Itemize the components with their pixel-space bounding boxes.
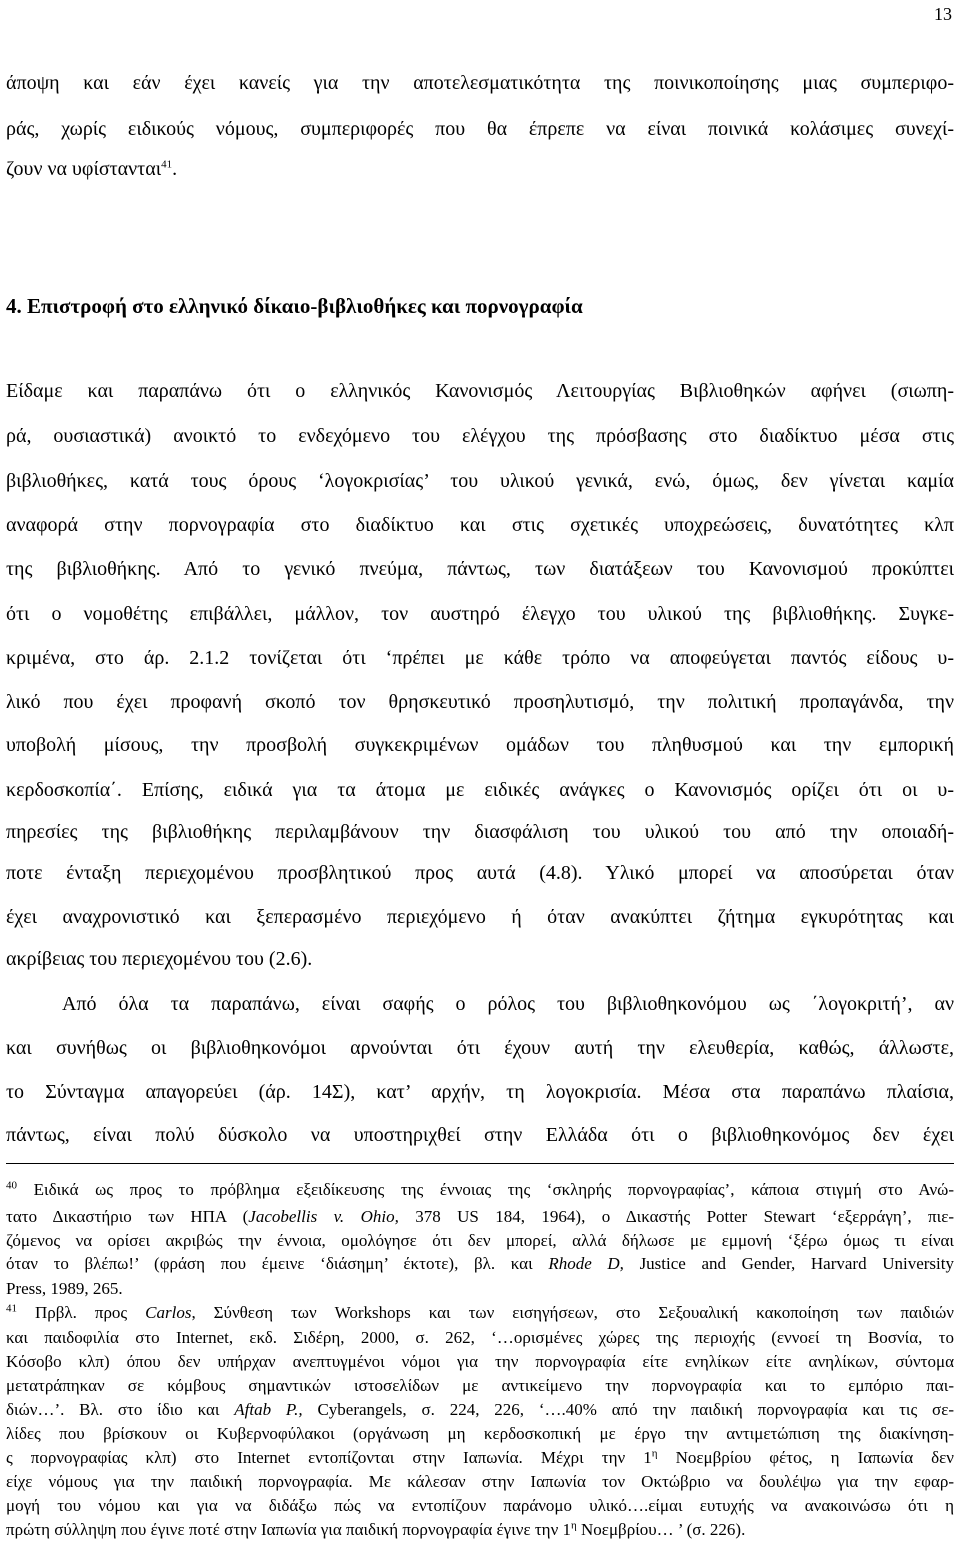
footnote-line (6, 1448, 954, 1468)
text-line: ποτε ένταξη περιεχομένου προσβλητικού προς αυτά (4.8). Υλικό μπορεί να αποσύρεται όταν (6, 862, 954, 884)
footnote-line: και παιδοφιλία στο Internet, εκδ. Σιδέρη, 2000, σ. 262, ‘…ορισμένες χώρες της περιοχής (εννοεί τη Βοσνία, το (6, 1328, 954, 1347)
case-citation: Jacobellis v. Ohio, (248, 1207, 399, 1226)
text-span: όταν το βλέπω!’ (φράση που έμεινε ‘διάσημη’ έκτοτε), βλ. και (6, 1254, 549, 1273)
superscript: η (571, 1519, 577, 1532)
text-span: Πρβλ. προς (17, 1303, 146, 1322)
text-line: αναφορά στην πορνογραφία στο διαδίκτυο και στις σχετικές υποχρεώσεις, δυνατότητες κλπ (6, 514, 954, 536)
text-span: , Σύνθεση των Workshops και των εισηγήσεων, στο Σεξουαλική κακοποίηση των παιδιών (191, 1303, 954, 1322)
footnote-line (6, 1520, 954, 1540)
text-line: ακρίβειας του περιεχομένου του (2.6). (6, 948, 313, 970)
footnote-line: Κόσοβο κλπ) όπου δεν υπήρχαν ανεπτυγμένοι νόμοι για την πορνογραφία είτε ενηλίκων είτε ανηλίκων, σύντομα (6, 1352, 954, 1371)
text-line: ρά, ουσιαστικά) ανοικτό το ενδεχόμενο του ελέγχου της πρόσβασης στο διαδίκτυο μέσα στις (6, 425, 954, 447)
text-line: Από όλα τα παραπάνω, είναι σαφής ο ρόλος του βιβλιοθηκονόμου ως ΄λογοκριτή’, αν (62, 993, 954, 1015)
footnote-separator (6, 1163, 954, 1164)
text-span: Cyberangels, σ. 224, 226, ‘….40% από την παιδική πορνογραφία και τις σε- (302, 1400, 954, 1419)
footnote-number: 40 (6, 1179, 17, 1192)
footnote-line (6, 1303, 954, 1323)
text-line: άποψη και εάν έχει κανείς για την αποτελεσματικότητα της ποινικοποίησης μιας συμπεριφο- (6, 72, 954, 94)
footnote-number: 41 (6, 1302, 17, 1315)
footnote-line (6, 1400, 954, 1420)
footnote-line: ζόμενος να ορίσει ακριβώς την έννοια, ομολόγησε ότι δεν μπορεί, αλλά δήλωσε με εμμονή ‘ξέρω όμως τι είναι (6, 1231, 954, 1250)
text-line: και συνήθως οι βιβλιοθηκονόμοι αρνούνται ότι έχουν αυτή την ελευθερία, καθώς, άλλωστε, (6, 1037, 954, 1059)
page-number: 13 (934, 4, 952, 24)
author-name: Rhode D, (548, 1254, 624, 1273)
text-span: Νοεμβρίου φέτος, η Ιαπωνία δεν (657, 1448, 954, 1467)
author-name: Carlos (145, 1303, 192, 1322)
superscript: η (651, 1447, 658, 1460)
text-span: Justice and Gender, Harvard University (623, 1254, 954, 1273)
text-line: ράς, χωρίς ειδικούς νόμους, συμπεριφορές που θα έπρεπε να είναι ποινικά κολάσιμες συνεχί- (6, 118, 954, 140)
text-span: Ειδικά ως προς το πρόβλημα εξειδίκευσης της έννοιας της ‘σκληρής πορνογραφίας’, κάποια στιγμή στο Ανώ- (33, 1180, 954, 1199)
footnote-line: Press, 1989, 265. (6, 1279, 123, 1298)
footnote-line (6, 1180, 954, 1200)
text-span: 378 US 184, 1964), ο Δικαστής Potter Stewart ‘εξερράγη’, πιε- (398, 1207, 954, 1226)
text-span: ς πορνογραφίας κλπ) στο Internet εντοπίζονται στην Ιαπωνία. Μέχρι την 1 (6, 1448, 652, 1467)
text-line: βιβλιοθήκες, κατά τους όρους ‘λογοκρισίας’ του υλικού γενικά, ενώ, όμως, δεν γίνεται καμία (6, 470, 954, 492)
text-line: κερδοσκοπία΄. Επίσης, ειδικά για τα άτομα με ειδικές ανάγκες ο Κανονισμός ορίζει ότι οι υ- (6, 779, 954, 801)
footnote-line: μετατράπηκαν σε κόμβους σημαντικών ιστοσελίδων με αντικείμενο την πορνογραφία και το εμπόριο παι- (6, 1376, 954, 1395)
footnote-line (6, 1207, 954, 1227)
text-line: έχει αναχρονιστικό και ξεπερασμένο περιεχόμενο ή όταν ανακύπτει ζήτημα εγκυρότητας και (6, 906, 954, 928)
text-line (6, 158, 954, 181)
text-line: λικό που έχει προφανή σκοπό τον θρησκευτικό προσηλυτισμό, την πολιτική προπαγάνδα, την (6, 691, 954, 713)
section-heading: 4. Επιστροφή στο ελληνικό δίκαιο-βιβλιοθήκες και πορνογραφία (6, 294, 583, 318)
text-span: τατο Δικαστήριο των ΗΠΑ ( (6, 1207, 249, 1226)
text-line: της βιβλιοθήκης. Από το γενικό πνεύμα, πάντως, των διατάξεων του Κανονισμού προκύπτει (6, 558, 954, 580)
text-line: πάντως, είναι πολύ δύσκολο να υποστηριχθεί στην Ελλάδα ότι ο βιβλιοθηκονόμος δεν έχει (6, 1124, 954, 1146)
text-line: το Σύνταγμα απαγορεύει (άρ. 14Σ), κατ’ αρχήν, τη λογοκρισία. Μέσα στα παραπάνω πλαίσια, (6, 1081, 954, 1103)
footnote-line (6, 1254, 954, 1274)
author-name: Aftab P., (234, 1400, 303, 1419)
footnote-line: είχε νόμους για την παιδική πορνογραφία. Με κάλεσαν στην Ιαπωνία τον Οκτώβριο να δουλέψω για την εφαρ- (6, 1472, 954, 1491)
text-line: κριμένα, στο άρ. 2.1.2 τονίζεται ότι ‘πρέπει με κάθε τρόπο να αποφεύγεται παντός είδους υ- (6, 647, 954, 669)
text-line: ότι ο νομοθέτης επιβάλλει, μάλλον, τον αυστηρό έλεγχο του υλικού της βιβλιοθήκης. Συγκε- (6, 603, 954, 625)
footnote-ref: 41 (161, 158, 173, 171)
footnote-line: λίδες που βρίσκουν οι Κυβερνοφύλακοι (οργάνωση μη κερδοσκοπική με έργο την αντιμετώπιση της διακίνηση- (6, 1424, 954, 1443)
text-span: διών…’. Βλ. στο ίδιο και (6, 1400, 235, 1419)
text-line: υποβολή μίσους, την προσβολή συγκεκριμένων ομάδων του πληθυσμού και την εμπορική (6, 734, 954, 756)
text-span: πρώτη σύλληψη που έγινε ποτέ στην Ιαπωνία για παιδική πορνογραφία έγινε την 1 (6, 1520, 572, 1539)
text-span: . (172, 158, 178, 180)
footnote-line: μογή του νόμου και για να διδάξω πώς να εντοπίζουν παράνομο υλικό….είμαι ευτυχής να ανακοινώσω ότι η (6, 1496, 954, 1515)
text-line: πηρεσίες της βιβλιοθήκης περιλαμβάνουν την διασφάλιση του υλικού του από την οποιαδή- (6, 821, 954, 843)
text-line: Είδαμε και παραπάνω ότι ο ελληνικός Κανονισμός Λειτουργίας Βιβλιοθηκών αφήνει (σιωπη- (6, 380, 954, 402)
text-span: Νοεμβρίου… ’ (σ. 226). (576, 1520, 746, 1539)
text-span: ζουν να υφίστανται (6, 158, 162, 180)
